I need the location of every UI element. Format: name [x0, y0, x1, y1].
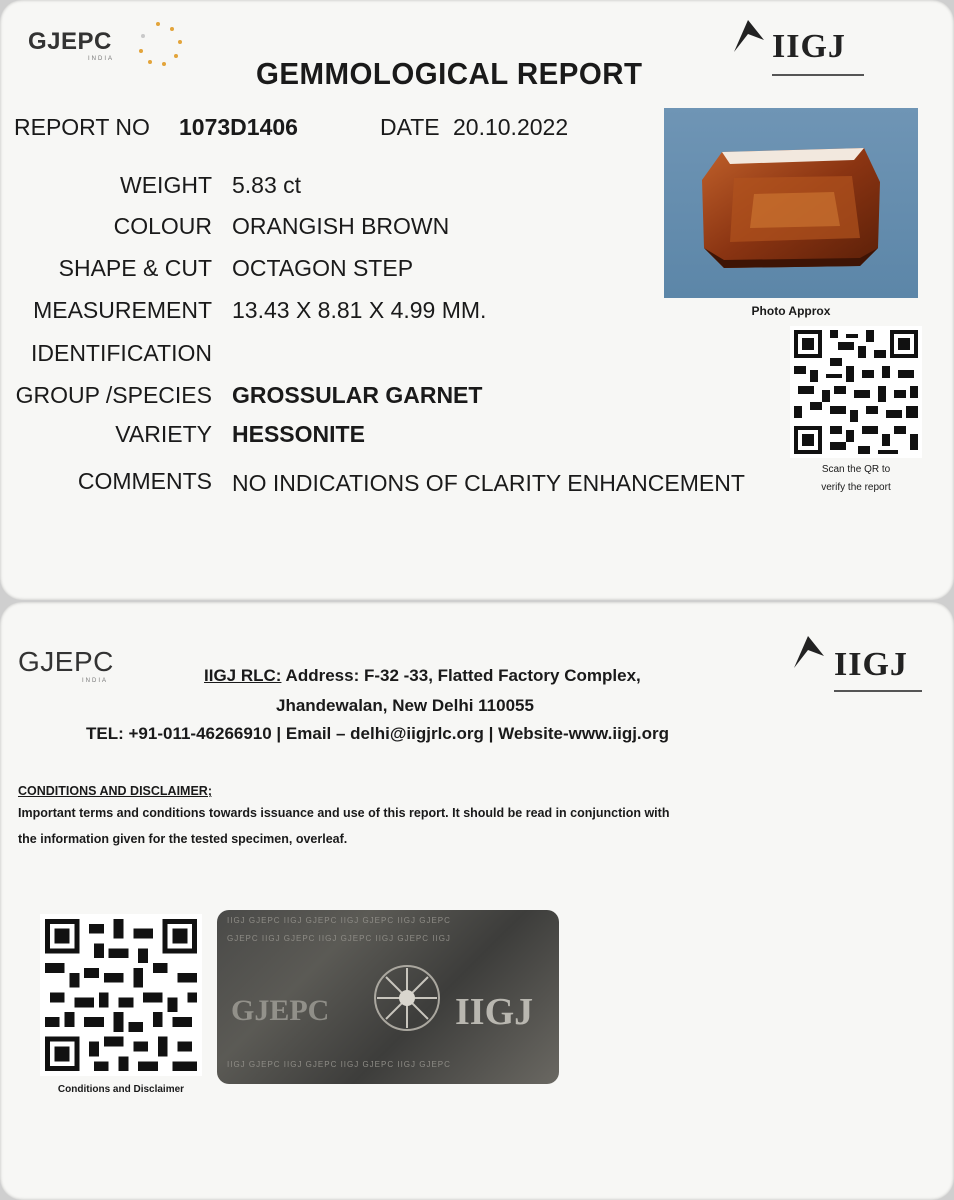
report-no-label: REPORT NO	[14, 114, 150, 140]
gjepc-logo-subtitle: INDIA	[88, 56, 115, 62]
qr-caption-line-1: Scan the QR to	[821, 464, 891, 475]
report-card-back	[0, 602, 954, 1200]
report-no-value: 1073D1406	[179, 114, 298, 140]
hologram-emblem-icon	[367, 958, 447, 1038]
gjepc-logo-mark-icon	[136, 22, 186, 72]
qr-icon	[790, 326, 922, 458]
iigj-logo: IIGJ	[772, 28, 846, 65]
weight-value: 5.83 ct	[232, 172, 302, 198]
shape-cut-value: OCTAGON STEP	[232, 255, 414, 281]
iigj-logo-back: IIGJ	[834, 646, 908, 683]
address-label: IIGJ RLC:	[204, 666, 282, 685]
shape-cut-label: SHAPE & CUT	[58, 255, 212, 281]
hologram-pattern-row: IIGJ GJEPC IIGJ GJEPC IIGJ GJEPC IIGJ GJEPC	[227, 1060, 451, 1069]
weight-label: WEIGHT	[120, 172, 212, 198]
verify-qr-code[interactable]	[790, 326, 922, 458]
colour-value: ORANGISH BROWN	[232, 213, 450, 239]
hologram-iigj-text: IIGJ	[455, 991, 534, 1033]
group-species-label: GROUP /SPECIES	[15, 382, 212, 408]
group-species-value: GROSSULAR GARNET	[232, 382, 483, 408]
identification-label: IDENTIFICATION	[30, 340, 212, 366]
comments-value: NO INDICATIONS OF CLARITY ENHANCEMENT	[232, 470, 745, 496]
address-line-1	[204, 666, 641, 686]
hologram-pattern-row: IIGJ GJEPC IIGJ GJEPC IIGJ GJEPC IIGJ GJEPC	[227, 916, 451, 925]
hessonite-gem-image	[664, 108, 918, 298]
qr-caption-line-2: verify the report	[821, 482, 891, 493]
iigj-logo-underline	[772, 74, 864, 76]
comments-label: COMMENTS	[77, 468, 212, 494]
contact-line: TEL: +91-011-46266910 | Email – delhi@iigjrlc.org | Website-www.iigj.org	[86, 724, 670, 743]
gem-photo	[664, 108, 918, 298]
date-label: DATE	[380, 114, 440, 140]
measurement-label: MEASUREMENT	[33, 297, 212, 323]
gjepc-logo-back: GJEPC	[18, 646, 114, 677]
iigj-logo-back-mark-icon	[790, 634, 826, 670]
variety-label: VARIETY	[115, 421, 212, 447]
gjepc-logo-back-subtitle: INDIA	[82, 678, 109, 684]
disclaimer-text-line-1: Important terms and conditions towards issuance and use of this report. It should be read in conjunction with	[18, 806, 670, 820]
date-value: 20.10.2022	[453, 114, 569, 140]
iigj-logo-mark-icon	[730, 18, 766, 54]
disclaimer-heading: CONDITIONS AND DISCLAIMER;	[18, 784, 212, 798]
address-text: Address: F-32 -33, Flatted Factory Complex,	[281, 666, 641, 685]
conditions-qr-caption: Conditions and Disclaimer	[57, 1084, 185, 1095]
hologram-gjepc-text: GJEPC	[231, 994, 330, 1027]
disclaimer-text-line-2: the information given for the tested specimen, overleaf.	[18, 832, 348, 846]
qr-icon	[40, 914, 202, 1076]
report-title: GEMMOLOGICAL REPORT	[256, 56, 643, 91]
conditions-qr-code[interactable]	[40, 914, 202, 1076]
gjepc-logo: GJEPC	[28, 28, 112, 55]
iigj-logo-back-underline	[834, 690, 922, 692]
security-hologram	[217, 910, 559, 1084]
photo-caption: Photo Approx	[751, 304, 831, 318]
measurement-value: 13.43 X 8.81 X 4.99 MM.	[232, 297, 487, 323]
address-line-2: Jhandewalan, New Delhi 110055	[276, 696, 534, 715]
hologram-pattern-row: GJEPC IIGJ GJEPC IIGJ GJEPC IIGJ GJEPC IIGJ	[227, 934, 451, 943]
variety-value: HESSONITE	[232, 421, 365, 447]
colour-label: COLOUR	[113, 213, 212, 239]
